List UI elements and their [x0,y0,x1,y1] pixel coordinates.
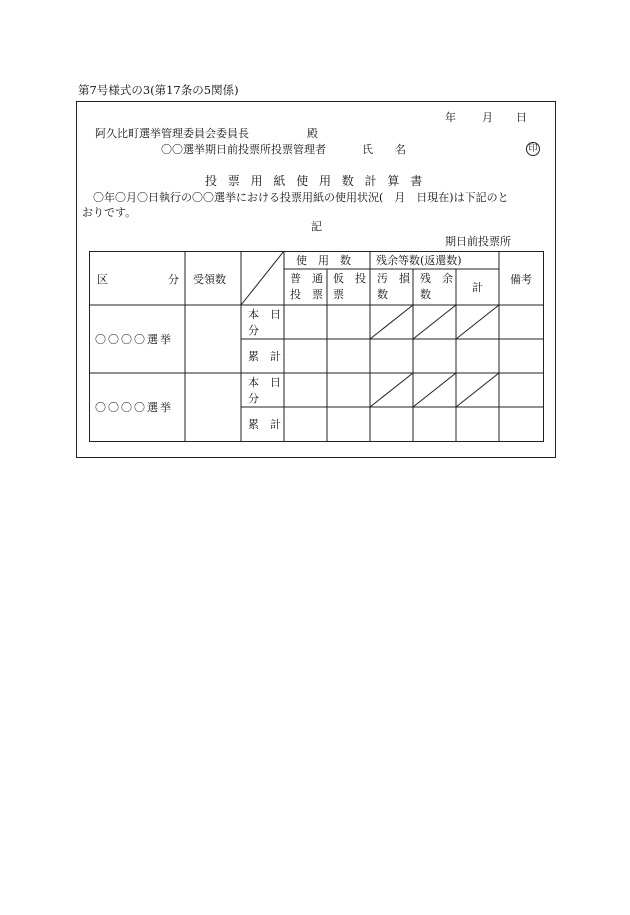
header-provisional [333,271,366,303]
ki-label: 記 [311,220,322,233]
header-kubun-a: 区 [97,273,108,286]
header-spoiled [377,271,410,303]
place-label: 期日前投票所 [445,235,511,248]
header-total: 計 [472,281,483,294]
body-text-line-2: おりです。 [82,206,137,219]
date-month: 月 [482,111,493,124]
header-remaining-line-2: 数 [420,288,431,301]
row-2-today [248,375,281,407]
sender-name-label: 氏 名 [362,143,406,156]
header-kubun-b: 分 [168,273,179,286]
seal-icon: 印 [526,142,540,156]
header-remaining-group: 残余等数(返還数) [376,254,462,267]
date-year: 年 [445,111,456,124]
row-2-today-line-2: 分 [248,392,259,405]
addressee-name: 阿久比町選挙管理委員会委員長 [95,127,249,140]
row-2-election: 〇〇〇〇選挙 [95,401,173,414]
form-label: 第7号様式の3(第17条の5関係) [78,83,239,97]
row-1-today-line-1: 本 日 [248,308,281,321]
header-remarks: 備考 [510,273,532,286]
row-1-today [248,307,281,339]
row-2-cumulative: 累 計 [248,418,281,431]
header-received: 受領数 [193,273,226,286]
header-spoiled-line-2: 数 [377,288,388,301]
header-regular-line-1: 普 通 [290,272,323,285]
usage-table [89,251,544,442]
header-used-group: 使 用 数 [296,254,351,267]
header-spoiled-line-1: 汚 損 [377,272,410,285]
date-day: 日 [516,111,527,124]
header-regular [290,271,323,303]
header-remaining [420,271,453,303]
document-title: 投票用紙使用数計算書 [205,174,434,188]
sender-title: 〇〇選挙期日前投票所投票管理者 [161,143,326,156]
header-provisional-line-2: 票 [333,288,344,301]
header-remaining-line-1: 残 余 [420,272,453,285]
body-text-line-1: 〇年〇月〇日執行の〇〇選挙における投票用紙の使用状況( 月 日現在)は下記のと [93,191,509,204]
addressee-honorific: 殿 [307,127,318,140]
header-regular-line-2: 投 票 [290,288,323,301]
row-1-today-line-2: 分 [248,324,259,337]
header-kubun [97,274,179,285]
header-provisional-line-1: 仮 投 [333,272,366,285]
row-2-today-line-1: 本 日 [248,376,281,389]
row-1-election: 〇〇〇〇選挙 [95,333,173,346]
row-1-cumulative: 累 計 [248,350,281,363]
